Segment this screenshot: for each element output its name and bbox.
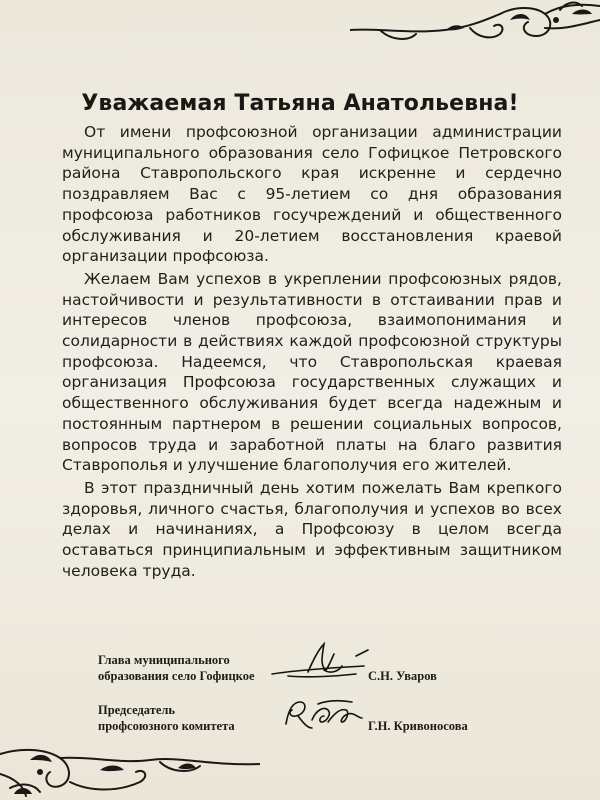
position-line: Глава муниципального [98,653,230,667]
top-flourish-icon [350,0,600,50]
paragraph-greeting: От имени профсоюзной организации администрации муниципального образования село Гофицкое Петровского района Ставропольского края искренне и сердечно поздравляем Вас с 95-летием со дня образования профсоюза работников госучреждений и общественного обслуживания и 20-летием восстановления краевой организации профсоюза. [62,123,562,266]
signatory-name: С.Н. Уваров [368,669,437,683]
position-line: образования село Гофицкое [98,669,255,683]
signatory-position [98,702,298,734]
signature-2-icon [278,694,368,734]
signature-1-icon [268,640,378,686]
letter-body [62,122,562,581]
paragraph-closing: В этот праздничный день хотим пожелать Вам крепкого здоровья, личного счастья, благополучия и успехов во всех делах и начинаниях, а Профсоюзу в целом всегда оставаться принципиальным и эффективным защитником человека труда. [62,478,562,580]
position-line: Председатель [98,703,176,717]
position-line: профсоюзного комитета [98,719,235,733]
signatory-name: Г.Н. Кривоносова [368,719,468,733]
letter-title: Уважаемая Татьяна Анатольевна! [81,90,519,116]
paragraph-wishes: Желаем Вам успехов в укреплении профсоюзных рядов, настойчивости и результативности в отстаивании прав и интересов членов профсоюза, взаимопонимания и солидарности в действиях каждой профсоюзной структуры профсоюза. Надеемся, что Ставропольская краевая организация Профсоюза государственных служащих и общественного обслуживания будет всегда надежным и постоянным партнером в решении социальных вопросов, вопросов труда и заработной платы на благо развития Ставрополья и улучшение благополучия его жителей. [62,269,562,475]
bottom-flourish-icon [0,738,260,800]
